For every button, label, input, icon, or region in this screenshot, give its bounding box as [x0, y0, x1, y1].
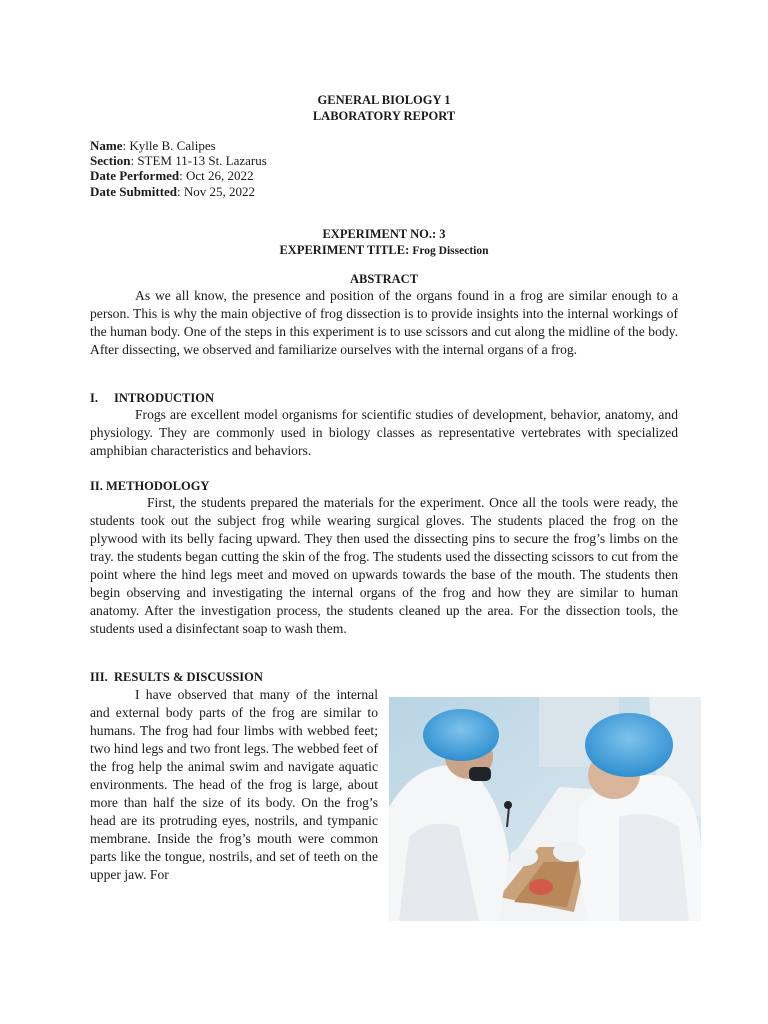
- name-line: [90, 138, 216, 154]
- dissection-photo-illustration: [389, 697, 701, 921]
- document-type: LABORATORY REPORT: [312, 109, 456, 123]
- methodology-heading: II. METHODOLOGY: [90, 479, 210, 493]
- experiment-number: EXPERIMENT NO.: 3: [322, 227, 446, 241]
- abstract-text: As we all know, the presence and position of the organs found in a frog are similar enough to a person. This is why the main objective of frog dissection is to provide insights into the internal workings of the human body. One of the steps in this experiment is to use scissors and cut along the midline of the body. After dissecting, we observed and familiarize ourselves with the internal organs of a frog.: [90, 288, 678, 357]
- introduction-text: Frogs are excellent model organisms for scientific studies of development, behavior, anatomy, and physiology. They are commonly used in biology classes as representative vertebrates with specialized amphibian characteristics and behaviors.: [90, 407, 678, 458]
- results-title: RESULTS & DISCUSSION: [114, 670, 263, 684]
- date-submitted-line: [90, 184, 255, 200]
- introduction-heading: [90, 391, 214, 406]
- section-label: Section: [90, 153, 131, 168]
- date-submitted-label: Date Submitted: [90, 184, 178, 199]
- experiment-title: [0, 243, 768, 258]
- abstract-heading: ABSTRACT: [349, 272, 419, 286]
- date-performed-line: [90, 168, 254, 184]
- date-performed-label: Date Performed: [90, 168, 180, 183]
- experiment-title-value: Frog Dissection: [412, 245, 489, 257]
- dissection-photo: [389, 697, 701, 921]
- section-value: : STEM 11-13 St. Lazarus: [130, 153, 267, 168]
- name-value: : Kylle B. Calipes: [122, 138, 216, 153]
- results-number: III.: [90, 670, 108, 684]
- introduction-number: I.: [90, 391, 98, 405]
- section-line: [90, 153, 267, 169]
- name-label: Name: [90, 138, 123, 153]
- course-title: GENERAL BIOLOGY 1: [317, 93, 451, 107]
- results-text: I have observed that many of the internal and external body parts of the frog are similar to humans. The frog had four limbs with webbed feet; two hind legs and two front legs. The webbed feet of the frog help the animal swim and navigate aquatic environments. The head of the frog is large, about more than half the size of its body. On the frog’s head are its protruding eyes, nostrils, and tympanic membrane. Inside the frog’s mouth were common parts like the tongue, nostrils, and set of teeth on the upper jaw. For: [90, 687, 378, 882]
- introduction-title: INTRODUCTION: [114, 391, 215, 405]
- date-performed-value: : Oct 26, 2022: [179, 168, 254, 183]
- methodology-text: First, the students prepared the materials for the experiment. Once all the tools were ready, the students took out the subject frog while wearing surgical gloves. The students placed the frog on the plywood with its belly facing upward. They then used the dissecting pins to secure the frog’s limbs on the tray. the students began cutting the skin of the frog. The students used the dissecting scissors to cut from the point where the hind legs meet and moved on upwards towards the base of the mouth. The students then begin observing and investigating the internal organs of the frog and how they are similar to human anatomy. After the investigation process, the students cleaned up the area. For the dissection tools, the students used a disinfectant soap to wash them.: [90, 495, 678, 636]
- date-submitted-value: : Nov 25, 2022: [177, 184, 256, 199]
- experiment-title-label: EXPERIMENT TITLE:: [279, 243, 410, 257]
- results-heading: [90, 670, 263, 685]
